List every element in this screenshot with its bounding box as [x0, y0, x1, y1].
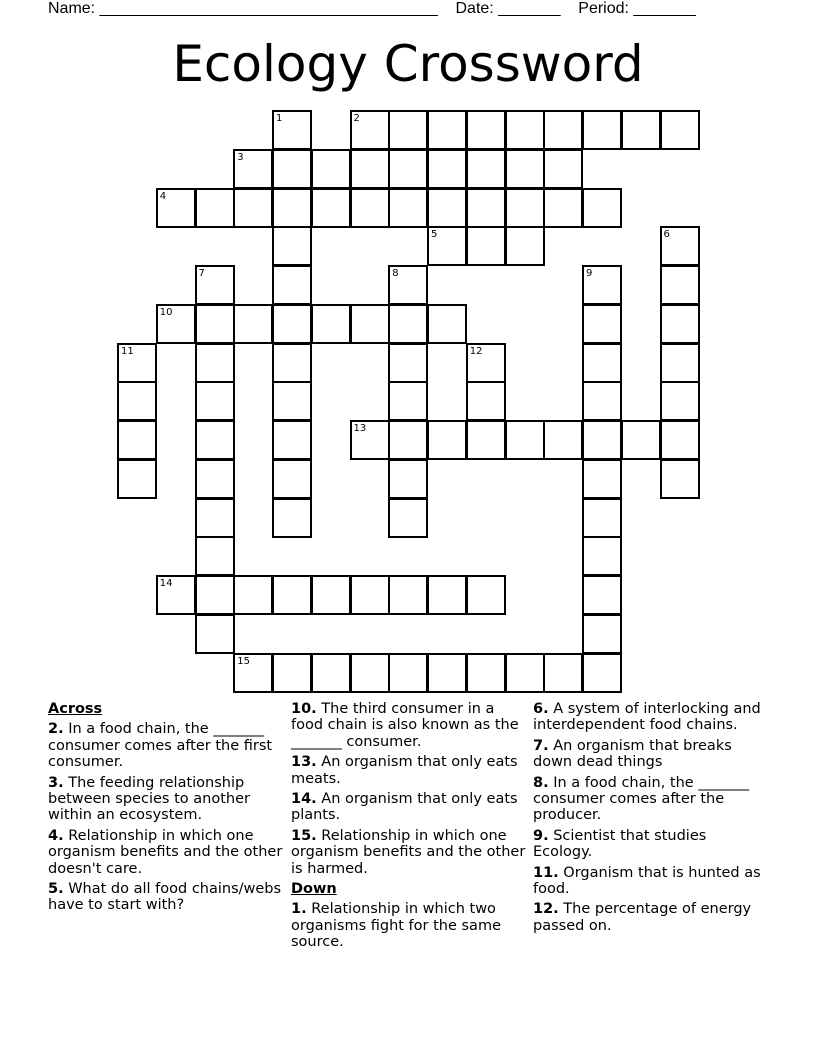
grid-cell[interactable]	[427, 304, 467, 344]
grid-cell[interactable]	[621, 110, 661, 150]
grid-cell[interactable]	[272, 188, 312, 228]
cell-letter-input[interactable]	[545, 655, 581, 691]
grid-cell[interactable]	[582, 614, 622, 654]
clue-number: 2	[353, 113, 360, 124]
cell-letter-input[interactable]	[352, 655, 388, 691]
grid-cell[interactable]	[233, 575, 273, 615]
grid-cell[interactable]	[388, 420, 428, 460]
clue-number: 11	[121, 345, 134, 357]
cell-letter-input[interactable]	[274, 190, 310, 226]
grid-cell[interactable]	[427, 575, 467, 615]
clue-number: 9	[586, 268, 593, 279]
grid-cell[interactable]	[388, 188, 428, 228]
clue-down-6: 6. A system of interlocking and interdependent food chains.	[533, 701, 761, 734]
grid-cell[interactable]	[156, 188, 196, 228]
cell-letter-input[interactable]	[352, 306, 388, 342]
cell-letter-input[interactable]	[584, 345, 620, 381]
grid-cell[interactable]	[582, 498, 622, 538]
cell-letter-input[interactable]	[158, 577, 194, 613]
grid-cell[interactable]	[543, 420, 583, 460]
across-heading: Across	[48, 701, 103, 717]
grid-cell[interactable]	[543, 149, 583, 189]
name-label: Name:	[48, 0, 96, 17]
grid-cell[interactable]	[582, 343, 622, 383]
cell-letter-input[interactable]	[507, 112, 543, 148]
cell-letter-input[interactable]	[584, 190, 620, 226]
cell-letter-input[interactable]	[584, 306, 620, 342]
cell-letter-input[interactable]	[274, 500, 310, 536]
grid-cell[interactable]	[195, 188, 235, 228]
cell-letter-input[interactable]	[390, 422, 426, 458]
cell-letter-input[interactable]	[197, 538, 233, 574]
grid-cell[interactable]	[466, 381, 506, 421]
cell-letter-input[interactable]	[662, 267, 698, 303]
cell-letter-input[interactable]	[584, 616, 620, 652]
cell-letter-input[interactable]	[584, 112, 620, 148]
cell-letter-input[interactable]	[507, 151, 543, 187]
cell-letter-input[interactable]	[119, 345, 155, 381]
clue-number: 5	[431, 229, 438, 241]
grid-cell[interactable]	[311, 304, 351, 344]
cell-letter-input[interactable]	[274, 655, 310, 691]
cell-letter-input[interactable]	[390, 500, 426, 536]
grid-cell[interactable]	[582, 188, 622, 228]
grid-cell[interactable]	[660, 226, 700, 266]
grid-cell[interactable]	[195, 459, 235, 499]
grid-cell[interactable]	[272, 110, 312, 150]
cell-letter-input[interactable]	[662, 461, 698, 497]
cell-letter-input[interactable]	[584, 577, 620, 613]
cell-letter-input[interactable]	[390, 383, 426, 419]
grid-cell[interactable]	[233, 304, 273, 344]
cell-letter-input[interactable]	[468, 228, 504, 264]
grid-cell[interactable]	[311, 575, 351, 615]
grid-cell[interactable]	[466, 575, 506, 615]
period-label: Period:	[578, 0, 629, 17]
grid-cell[interactable]	[350, 420, 390, 460]
clue-across-4: 4. Relationship in which one organism benefits and the other doesn't care.	[48, 827, 283, 877]
cell-letter-input[interactable]	[429, 190, 465, 226]
cell-letter-input[interactable]	[468, 112, 504, 148]
grid-cell[interactable]	[582, 110, 622, 150]
grid-cell[interactable]	[466, 226, 506, 266]
grid-cell[interactable]	[427, 110, 467, 150]
cell-letter-input[interactable]	[352, 190, 388, 226]
cell-letter-input[interactable]	[584, 383, 620, 419]
cell-letter-input[interactable]	[584, 500, 620, 536]
cell-letter-input[interactable]	[197, 461, 233, 497]
grid-cell[interactable]	[660, 304, 700, 344]
grid-cell[interactable]	[272, 304, 312, 344]
cell-letter-input[interactable]	[235, 190, 271, 226]
cell-letter-input[interactable]	[274, 228, 310, 264]
cell-letter-input[interactable]	[429, 422, 465, 458]
grid-cell[interactable]	[233, 149, 273, 189]
grid-cell[interactable]	[388, 575, 428, 615]
cell-letter-input[interactable]	[352, 112, 388, 148]
cell-letter-input[interactable]	[507, 655, 543, 691]
grid-cell[interactable]	[388, 149, 428, 189]
cell-letter-input[interactable]	[274, 345, 310, 381]
grid-cell[interactable]	[272, 459, 312, 499]
name-blank[interactable]: ______________________________________	[99, 0, 438, 17]
cell-letter-input[interactable]	[313, 151, 349, 187]
clue-column-1	[48, 701, 284, 918]
cell-letter-input[interactable]	[274, 422, 310, 458]
cell-letter-input[interactable]	[507, 190, 543, 226]
clue-across-2: 2. In a food chain, the _______ consumer comes after the first consumer.	[48, 721, 273, 771]
grid-cell[interactable]	[388, 110, 428, 150]
grid-cell[interactable]	[466, 653, 506, 693]
cell-letter-input[interactable]	[545, 112, 581, 148]
clue-number: 12	[469, 345, 483, 357]
grid-cell[interactable]	[543, 110, 583, 150]
grid-cell[interactable]	[311, 149, 351, 189]
cell-letter-input[interactable]	[429, 112, 465, 148]
cell-letter-input[interactable]	[119, 422, 155, 458]
grid-cell[interactable]	[388, 343, 428, 383]
grid-cell[interactable]	[117, 343, 157, 383]
cell-letter-input[interactable]	[119, 461, 155, 497]
cell-letter-input[interactable]	[584, 538, 620, 574]
cell-letter-input[interactable]	[545, 422, 581, 458]
grid-cell[interactable]	[195, 498, 235, 538]
grid-cell[interactable]	[427, 226, 467, 266]
cell-letter-input[interactable]	[235, 655, 271, 691]
page-title: Ecology Crossword	[172, 35, 644, 93]
cell-letter-input[interactable]	[274, 461, 310, 497]
grid-cell[interactable]	[350, 575, 390, 615]
cell-letter-input[interactable]	[235, 306, 271, 342]
clue-number: 1	[276, 113, 283, 124]
grid-cell[interactable]	[505, 188, 545, 228]
grid-cell[interactable]	[233, 653, 273, 693]
cell-letter-input[interactable]	[274, 151, 310, 187]
grid-cell[interactable]	[466, 110, 506, 150]
cell-letter-input[interactable]	[662, 422, 698, 458]
cell-letter-input[interactable]	[584, 267, 620, 303]
cell-letter-input[interactable]	[235, 577, 271, 613]
grid-cell[interactable]	[582, 536, 622, 576]
cell-letter-input[interactable]	[197, 500, 233, 536]
grid-cell[interactable]	[350, 149, 390, 189]
cell-letter-input[interactable]	[507, 422, 543, 458]
grid-cell[interactable]	[272, 265, 312, 305]
cell-letter-input[interactable]	[197, 345, 233, 381]
clue-across-13: 13. An organism that only eats meats.	[291, 754, 518, 787]
grid-cell[interactable]	[505, 226, 545, 266]
grid-cell[interactable]	[195, 304, 235, 344]
cell-letter-input[interactable]	[662, 228, 698, 264]
grid-cell[interactable]	[543, 188, 583, 228]
grid-cell[interactable]	[466, 149, 506, 189]
grid-cell[interactable]	[388, 653, 428, 693]
cell-letter-input[interactable]	[119, 383, 155, 419]
cell-letter-input[interactable]	[662, 383, 698, 419]
grid-cell[interactable]	[427, 653, 467, 693]
clue-number: 13	[353, 423, 367, 434]
grid-cell[interactable]	[466, 343, 506, 383]
cell-letter-input[interactable]	[274, 306, 310, 342]
clue-down-1: 1. Relationship in which two organisms fight for the same source.	[291, 901, 501, 951]
grid-cell[interactable]	[582, 459, 622, 499]
clue-across-5: 5. What do all food chains/webs have to start with?	[48, 881, 282, 914]
grid-cell[interactable]	[195, 265, 235, 305]
grid-cell[interactable]	[195, 614, 235, 654]
grid-cell[interactable]	[466, 188, 506, 228]
grid-cell[interactable]	[505, 110, 545, 150]
cell-letter-input[interactable]	[313, 655, 349, 691]
clue-number: 7	[198, 268, 205, 279]
grid-cell[interactable]	[117, 459, 157, 499]
grid-cell[interactable]	[660, 265, 700, 305]
cell-letter-input[interactable]	[313, 306, 349, 342]
grid-cell[interactable]	[582, 575, 622, 615]
cell-letter-input[interactable]	[468, 190, 504, 226]
grid-cell[interactable]	[272, 343, 312, 383]
date-blank[interactable]: _______	[498, 0, 561, 17]
clue-number: 15	[237, 655, 251, 667]
cell-letter-input[interactable]	[468, 345, 504, 381]
cell-letter-input[interactable]	[507, 228, 543, 264]
cell-letter-input[interactable]	[429, 228, 465, 264]
cell-letter-input[interactable]	[662, 345, 698, 381]
cell-letter-input[interactable]	[468, 422, 504, 458]
grid-cell[interactable]	[350, 188, 390, 228]
cell-letter-input[interactable]	[158, 306, 194, 342]
cell-letter-input[interactable]	[352, 577, 388, 613]
grid-cell[interactable]	[195, 536, 235, 576]
cell-letter-input[interactable]	[468, 655, 504, 691]
clue-down-7: 7. An organism that breaks down dead things	[533, 737, 732, 771]
clue-number: 4	[159, 190, 167, 202]
grid-cell[interactable]	[582, 653, 622, 693]
grid-cell[interactable]	[543, 653, 583, 693]
grid-cell[interactable]	[350, 653, 390, 693]
cell-letter-input[interactable]	[584, 655, 620, 691]
clue-down-9: 9. Scientist that studies Ecology.	[533, 827, 707, 861]
grid-cell[interactable]	[427, 188, 467, 228]
grid-cell[interactable]	[660, 110, 700, 150]
grid-cell[interactable]	[660, 420, 700, 460]
grid-cell[interactable]	[505, 420, 545, 460]
grid-cell[interactable]	[582, 381, 622, 421]
period-blank[interactable]: _______	[633, 0, 696, 17]
cell-letter-input[interactable]	[352, 422, 388, 458]
grid-cell[interactable]	[505, 653, 545, 693]
grid-cell[interactable]	[272, 381, 312, 421]
grid-cell[interactable]	[311, 188, 351, 228]
grid-cell[interactable]	[388, 265, 428, 305]
grid-cell[interactable]	[117, 381, 157, 421]
cell-letter-input[interactable]	[390, 190, 426, 226]
clue-down-8: 8. In a food chain, the _______ consumer comes after the producer.	[533, 774, 750, 824]
cell-letter-input[interactable]	[390, 267, 426, 303]
cell-letter-input[interactable]	[197, 616, 233, 652]
grid-cell[interactable]	[427, 420, 467, 460]
cell-letter-input[interactable]	[390, 151, 426, 187]
grid-cell[interactable]	[388, 381, 428, 421]
grid-cell[interactable]	[272, 653, 312, 693]
grid-cell[interactable]	[272, 226, 312, 266]
clue-number: 10	[159, 306, 173, 318]
grid-cell[interactable]	[272, 149, 312, 189]
cell-letter-input[interactable]	[274, 577, 310, 613]
cell-letter-input[interactable]	[274, 112, 310, 148]
cell-letter-input[interactable]	[429, 655, 465, 691]
cell-letter-input[interactable]	[429, 306, 465, 342]
clue-across-10: 10. The third consumer in a food chain is also known as the _______ consumer.	[291, 701, 519, 750]
grid-cell[interactable]	[505, 149, 545, 189]
cell-letter-input[interactable]	[390, 577, 426, 613]
grid-cell[interactable]	[660, 381, 700, 421]
clue-down-12: 12. The percentage of energy passed on.	[533, 901, 752, 934]
cell-letter-input[interactable]	[468, 577, 504, 613]
grid-cell[interactable]	[350, 110, 390, 150]
cell-letter-input[interactable]	[390, 345, 426, 381]
grid-cell[interactable]	[272, 575, 312, 615]
clue-number: 14	[159, 578, 173, 589]
grid-cell[interactable]	[350, 304, 390, 344]
grid-cell[interactable]	[195, 343, 235, 383]
cell-letter-input[interactable]	[429, 577, 465, 613]
grid-cell[interactable]	[272, 498, 312, 538]
cell-letter-input[interactable]	[197, 306, 233, 342]
grid-cell[interactable]	[427, 149, 467, 189]
clue-across-3: 3. The feeding relationship between species to another within an ecosystem.	[48, 774, 250, 824]
grid-cell[interactable]	[388, 498, 428, 538]
clue-number: 8	[392, 268, 399, 279]
cell-letter-input[interactable]	[390, 461, 426, 497]
cell-letter-input[interactable]	[274, 383, 310, 419]
cell-letter-input[interactable]	[390, 112, 426, 148]
grid-cell[interactable]	[195, 575, 235, 615]
cell-letter-input[interactable]	[623, 112, 659, 148]
cell-letter-input[interactable]	[197, 267, 233, 303]
grid-cell[interactable]	[388, 304, 428, 344]
cell-letter-input[interactable]	[662, 112, 698, 148]
cell-letter-input[interactable]	[623, 422, 659, 458]
clue-number: 3	[237, 151, 244, 163]
cell-letter-input[interactable]	[545, 151, 581, 187]
grid-cell[interactable]	[388, 459, 428, 499]
cell-letter-input[interactable]	[390, 655, 426, 691]
clue-number: 6	[663, 229, 670, 241]
grid-cell[interactable]	[582, 304, 622, 344]
grid-cell[interactable]	[660, 459, 700, 499]
down-heading: Down	[291, 881, 337, 898]
cell-letter-input[interactable]	[352, 151, 388, 187]
grid-cell[interactable]	[156, 575, 196, 615]
cell-letter-input[interactable]	[197, 190, 233, 226]
grid-cell[interactable]	[466, 420, 506, 460]
cell-letter-input[interactable]	[158, 190, 194, 226]
cell-letter-input[interactable]	[662, 306, 698, 342]
clue-across-15: 15. Relationship in which one organism benefits and the other is harmed.	[291, 827, 526, 877]
grid-cell[interactable]	[233, 188, 273, 228]
grid-cell[interactable]	[311, 653, 351, 693]
grid-cell[interactable]	[195, 420, 235, 460]
cell-letter-input[interactable]	[468, 383, 504, 419]
cell-letter-input[interactable]	[197, 577, 233, 613]
cell-letter-input[interactable]	[197, 422, 233, 458]
grid-cell[interactable]	[582, 420, 622, 460]
grid-cell[interactable]	[272, 420, 312, 460]
cell-letter-input[interactable]	[313, 577, 349, 613]
clue-across-14: 14. An organism that only eats plants.	[291, 791, 518, 824]
clue-down-11: 11. Organism that is hunted as food.	[533, 864, 761, 898]
date-label: Date:	[455, 0, 494, 17]
cell-letter-input[interactable]	[313, 190, 349, 226]
cell-letter-input[interactable]	[274, 267, 310, 303]
cell-letter-input[interactable]	[468, 151, 504, 187]
grid-cell[interactable]	[195, 381, 235, 421]
cell-letter-input[interactable]	[235, 151, 271, 187]
grid-cell[interactable]	[156, 304, 196, 344]
cell-letter-input[interactable]	[584, 461, 620, 497]
grid-cell[interactable]	[621, 420, 661, 460]
cell-letter-input[interactable]	[429, 151, 465, 187]
cell-letter-input[interactable]	[390, 306, 426, 342]
grid-cell[interactable]	[660, 343, 700, 383]
clue-column-3	[533, 701, 769, 938]
cell-letter-input[interactable]	[584, 422, 620, 458]
grid-cell[interactable]	[117, 420, 157, 460]
cell-letter-input[interactable]	[197, 383, 233, 419]
clue-column-2	[291, 701, 527, 955]
cell-letter-input[interactable]	[545, 190, 581, 226]
grid-cell[interactable]	[582, 265, 622, 305]
